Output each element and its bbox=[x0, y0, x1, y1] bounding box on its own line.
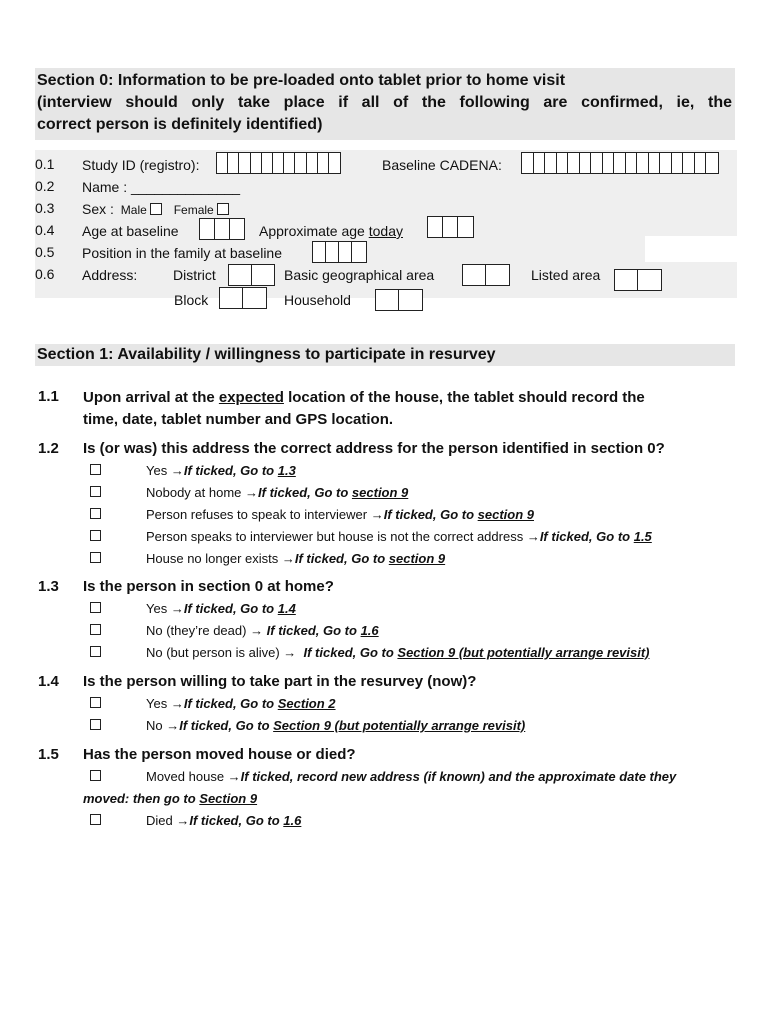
question-number: 1.5 bbox=[38, 746, 59, 763]
approx-age-input[interactable] bbox=[427, 216, 474, 238]
family-position-label: Position in the family at baseline bbox=[82, 245, 282, 261]
age-baseline-label: Age at baseline bbox=[82, 223, 179, 239]
block-label: Block bbox=[174, 292, 209, 308]
sex-male-checkbox[interactable] bbox=[150, 203, 162, 215]
section0-body bbox=[35, 150, 737, 308]
checkbox[interactable] bbox=[90, 646, 101, 657]
section0-header bbox=[35, 68, 735, 140]
checkbox[interactable] bbox=[90, 486, 101, 497]
checkbox[interactable] bbox=[90, 464, 101, 475]
district-input[interactable] bbox=[228, 264, 275, 286]
age-baseline-input[interactable] bbox=[199, 218, 245, 240]
checkbox[interactable] bbox=[90, 697, 101, 708]
sex-label: Sex : bbox=[82, 201, 114, 217]
name-label: Name : ______________ bbox=[82, 179, 241, 195]
field-number: 0.4 bbox=[35, 222, 55, 238]
sex-female-label: Female bbox=[173, 203, 214, 217]
question-number: 1.4 bbox=[38, 673, 59, 690]
listed-area-label: Listed area bbox=[531, 267, 601, 283]
checkbox[interactable] bbox=[90, 602, 101, 613]
household-input[interactable] bbox=[375, 289, 423, 311]
field-number: 0.3 bbox=[35, 200, 55, 216]
address-label: Address: bbox=[82, 267, 138, 283]
question-1-2-text: Is (or was) this address the correct address for the person identified in section 0? bbox=[83, 440, 665, 457]
approx-age-label: Approximate age today bbox=[259, 223, 403, 239]
question-1-1-text: Upon arrival at the expected location of the house, the tablet should record the time, date, tablet number and GPS location. bbox=[83, 389, 645, 428]
section0-title-line3: correct person is definitely identified) bbox=[37, 116, 323, 133]
checkbox[interactable] bbox=[90, 552, 101, 563]
sex-female-checkbox[interactable] bbox=[217, 203, 229, 215]
field-number: 0.5 bbox=[35, 244, 55, 260]
basic-geo-label: Basic geographical area bbox=[284, 267, 435, 283]
question-1-4-text: Is the person willing to take part in the resurvey (now)? bbox=[83, 673, 477, 690]
sex-field bbox=[82, 200, 229, 219]
section0-title-line2: (interview should only take place if all of the following are confirmed, ie, the bbox=[37, 94, 732, 111]
field-number: 0.2 bbox=[35, 178, 55, 194]
baseline-cadena-label: Baseline CADENA: bbox=[382, 157, 502, 173]
study-id-label: Study ID (registro): bbox=[82, 157, 200, 173]
district-label: District bbox=[173, 267, 216, 283]
question-1-3-text: Is the person in section 0 at home? bbox=[83, 578, 334, 595]
checkbox[interactable] bbox=[90, 624, 101, 635]
question-1-5-text: Has the person moved house or died? bbox=[83, 746, 356, 763]
q15-moved-continuation: moved: then go to Section 9 bbox=[83, 791, 258, 806]
checkbox[interactable] bbox=[90, 719, 101, 730]
household-label: Household bbox=[284, 292, 351, 308]
block-input[interactable] bbox=[219, 287, 267, 309]
field-number: 0.1 bbox=[35, 156, 55, 172]
approx-age-today: today bbox=[368, 223, 403, 239]
section1-header: Section 1: Availability / willingness to participate in resurvey bbox=[35, 344, 735, 366]
checkbox[interactable] bbox=[90, 530, 101, 541]
sex-male-label: Male bbox=[120, 203, 147, 217]
basic-geo-input[interactable] bbox=[462, 264, 510, 286]
listed-area-input[interactable] bbox=[614, 269, 662, 291]
family-position-input[interactable] bbox=[312, 241, 367, 263]
checkbox[interactable] bbox=[90, 508, 101, 519]
baseline-cadena-input[interactable] bbox=[521, 152, 719, 174]
section0-title-line1: Section 0: Information to be pre-loaded onto tablet prior to home visit bbox=[37, 72, 566, 89]
checkbox[interactable] bbox=[90, 770, 101, 781]
field-number: 0.6 bbox=[35, 266, 55, 282]
question-number: 1.2 bbox=[38, 440, 59, 457]
checkbox[interactable] bbox=[90, 814, 101, 825]
question-number: 1.3 bbox=[38, 578, 59, 595]
question-number: 1.1 bbox=[38, 388, 59, 405]
study-id-input[interactable] bbox=[216, 152, 341, 174]
